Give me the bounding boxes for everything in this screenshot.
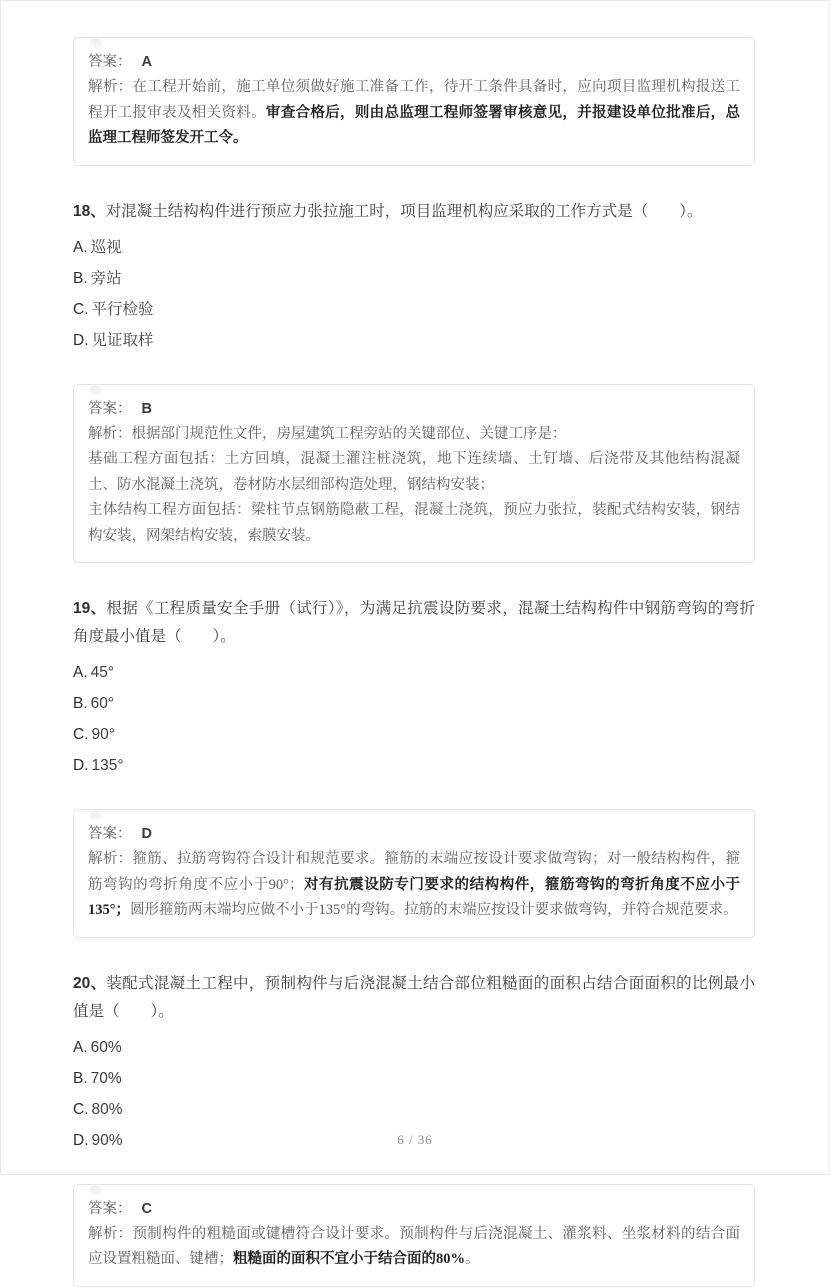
explanation-run: 解析：根据部门规范性文件，房屋建筑工程旁站的关键部位、关键工序是：	[88, 425, 567, 442]
question-number: 20、	[73, 974, 107, 992]
explanation-text	[88, 422, 740, 550]
option-key: A.	[73, 238, 88, 256]
option-label: 45°	[90, 664, 115, 681]
explanation-run: 圆形箍筋两末端均应做不小于135°的弯钩。拉筋的末端应按设计要求做弯钩，并符合规范要求。	[130, 902, 738, 918]
question-block	[73, 595, 755, 795]
spacer	[73, 356, 755, 370]
option-label: 平行检验	[91, 300, 154, 318]
option-label: 80%	[91, 1100, 123, 1118]
option-label: 60%	[90, 1038, 122, 1056]
answer-explanation-box	[73, 809, 755, 938]
question-number: 18、	[73, 202, 106, 220]
question-stem	[73, 595, 755, 651]
explanation-run: 。	[465, 1251, 480, 1267]
answer-explanation-box	[73, 384, 755, 564]
option-item[interactable]	[73, 657, 755, 688]
explanation-paragraph	[88, 847, 740, 924]
explanation-run: 基础工程方面包括：土方回填，混凝土灌注桩浇筑，地下连续墙、土钉墙、后浇带及其他结构混凝土、防水混凝土浇筑，卷材防水层细部构造处理，钢结构安装；	[88, 451, 740, 493]
answer-explanation-box	[73, 1184, 755, 1287]
question-text: 装配式混凝土工程中，预制构件与后浇混凝土结合部位粗糙面的面积占结合面面积的比例最小值是（ ）。	[73, 974, 755, 1020]
option-key: C.	[73, 726, 89, 743]
explanation-run: 解析：预制构件的粗糙面或键槽符合设计要求。预制构件与后浇混凝土、灌浆料、坐浆材料的结合面应设置粗糙面、键槽；	[88, 1225, 740, 1267]
option-key: D.	[73, 757, 89, 774]
option-item[interactable]	[73, 1032, 755, 1063]
answer-value: A	[141, 54, 152, 70]
option-item[interactable]	[73, 294, 755, 325]
option-item[interactable]	[73, 1063, 755, 1094]
option-key: A.	[73, 664, 88, 681]
option-item[interactable]	[73, 719, 755, 750]
explanation-emphasis: 粗糙面的面积不宜小于结合面的80%	[233, 1251, 465, 1267]
spacer	[73, 1156, 755, 1170]
page-number-footer: 6 / 36	[397, 1132, 433, 1147]
option-label: 旁站	[90, 269, 122, 287]
option-label: 60°	[90, 695, 115, 712]
option-key: C.	[73, 1100, 89, 1118]
answer-line	[88, 1197, 740, 1222]
option-key: A.	[73, 1038, 88, 1056]
spacer	[73, 781, 755, 795]
page-content	[73, 37, 755, 1287]
explanation-paragraph	[88, 498, 740, 549]
explanation-run: 解析：箍筋、拉筋弯钩符合设计和规范要求。箍筋的末端应按设计要求做弯钩；对一般结构构件，箍筋弯钩的弯折角度不应小于90°；	[88, 851, 740, 893]
answer-label: 答案：	[88, 826, 132, 842]
question-block	[73, 198, 755, 370]
explanation-paragraph	[88, 1222, 740, 1273]
option-item[interactable]	[73, 750, 755, 781]
option-item[interactable]	[73, 325, 755, 356]
option-list	[73, 232, 755, 356]
answer-value: C	[141, 1200, 152, 1217]
answer-line	[88, 822, 740, 847]
option-label: 见证取样	[91, 331, 154, 349]
option-label: 135°	[91, 757, 124, 774]
question-stem	[73, 198, 755, 226]
explanation-text	[88, 847, 740, 924]
option-item[interactable]	[73, 232, 755, 263]
answer-label: 答案：	[88, 1200, 132, 1217]
option-label: 70%	[90, 1069, 122, 1087]
question-number: 19、	[73, 600, 107, 617]
question-stem	[73, 970, 755, 1026]
explanation-emphasis: 对有抗震设防专门要求的结构构件，箍筋弯钩的弯折角度不应小于135°；	[88, 876, 740, 918]
question-text: 根据《工程质量安全手册（试行）》，为满足抗震设防要求，混凝土结构构件中钢筋弯钩的弯折角度最小值是（ ）。	[73, 600, 755, 645]
answer-label: 答案：	[88, 400, 132, 417]
option-key: C.	[73, 300, 89, 318]
option-item[interactable]	[73, 263, 755, 294]
explanation-paragraph	[88, 75, 740, 152]
option-item[interactable]	[73, 688, 755, 719]
answer-explanation-box	[73, 37, 755, 166]
option-key: B.	[73, 695, 88, 712]
explanation-paragraph	[88, 447, 740, 498]
option-key: D.	[73, 331, 89, 349]
option-label: 90°	[91, 726, 115, 743]
answer-line	[88, 397, 740, 422]
explanation-paragraph	[88, 422, 740, 448]
answer-label: 答案：	[88, 54, 132, 70]
answer-line	[88, 50, 740, 75]
explanation-text	[88, 1222, 740, 1273]
explanation-emphasis: 审查合格后，则由总监理工程师签署审核意见，并报建设单位批准后，总监理工程师签发开工令。	[88, 104, 740, 146]
explanation-run: 主体结构工程方面包括：梁柱节点钢筋隐蔽工程，混凝土浇筑，预应力张拉，装配式结构安装，钢结构安装，网架结构安装，索膜安装。	[88, 502, 740, 544]
option-label: 巡视	[90, 238, 122, 256]
option-item[interactable]	[73, 1094, 755, 1125]
explanation-run: 解析：在工程开始前，施工单位须做好施工准备工作，待开工条件具备时，应向项目监理机构报送工程开工报审表及相关资料。	[88, 79, 740, 121]
option-key: D.	[73, 1131, 89, 1149]
option-key: B.	[73, 269, 88, 287]
question-text: 对混凝土结构构件进行预应力张拉施工时，项目监理机构应采取的工作方式是（ ）。	[105, 202, 703, 220]
explanation-text	[88, 75, 740, 152]
option-list	[73, 657, 755, 781]
answer-value: B	[141, 400, 152, 417]
option-key: B.	[73, 1069, 88, 1087]
answer-value: D	[141, 826, 152, 842]
option-label: 90%	[91, 1131, 123, 1149]
